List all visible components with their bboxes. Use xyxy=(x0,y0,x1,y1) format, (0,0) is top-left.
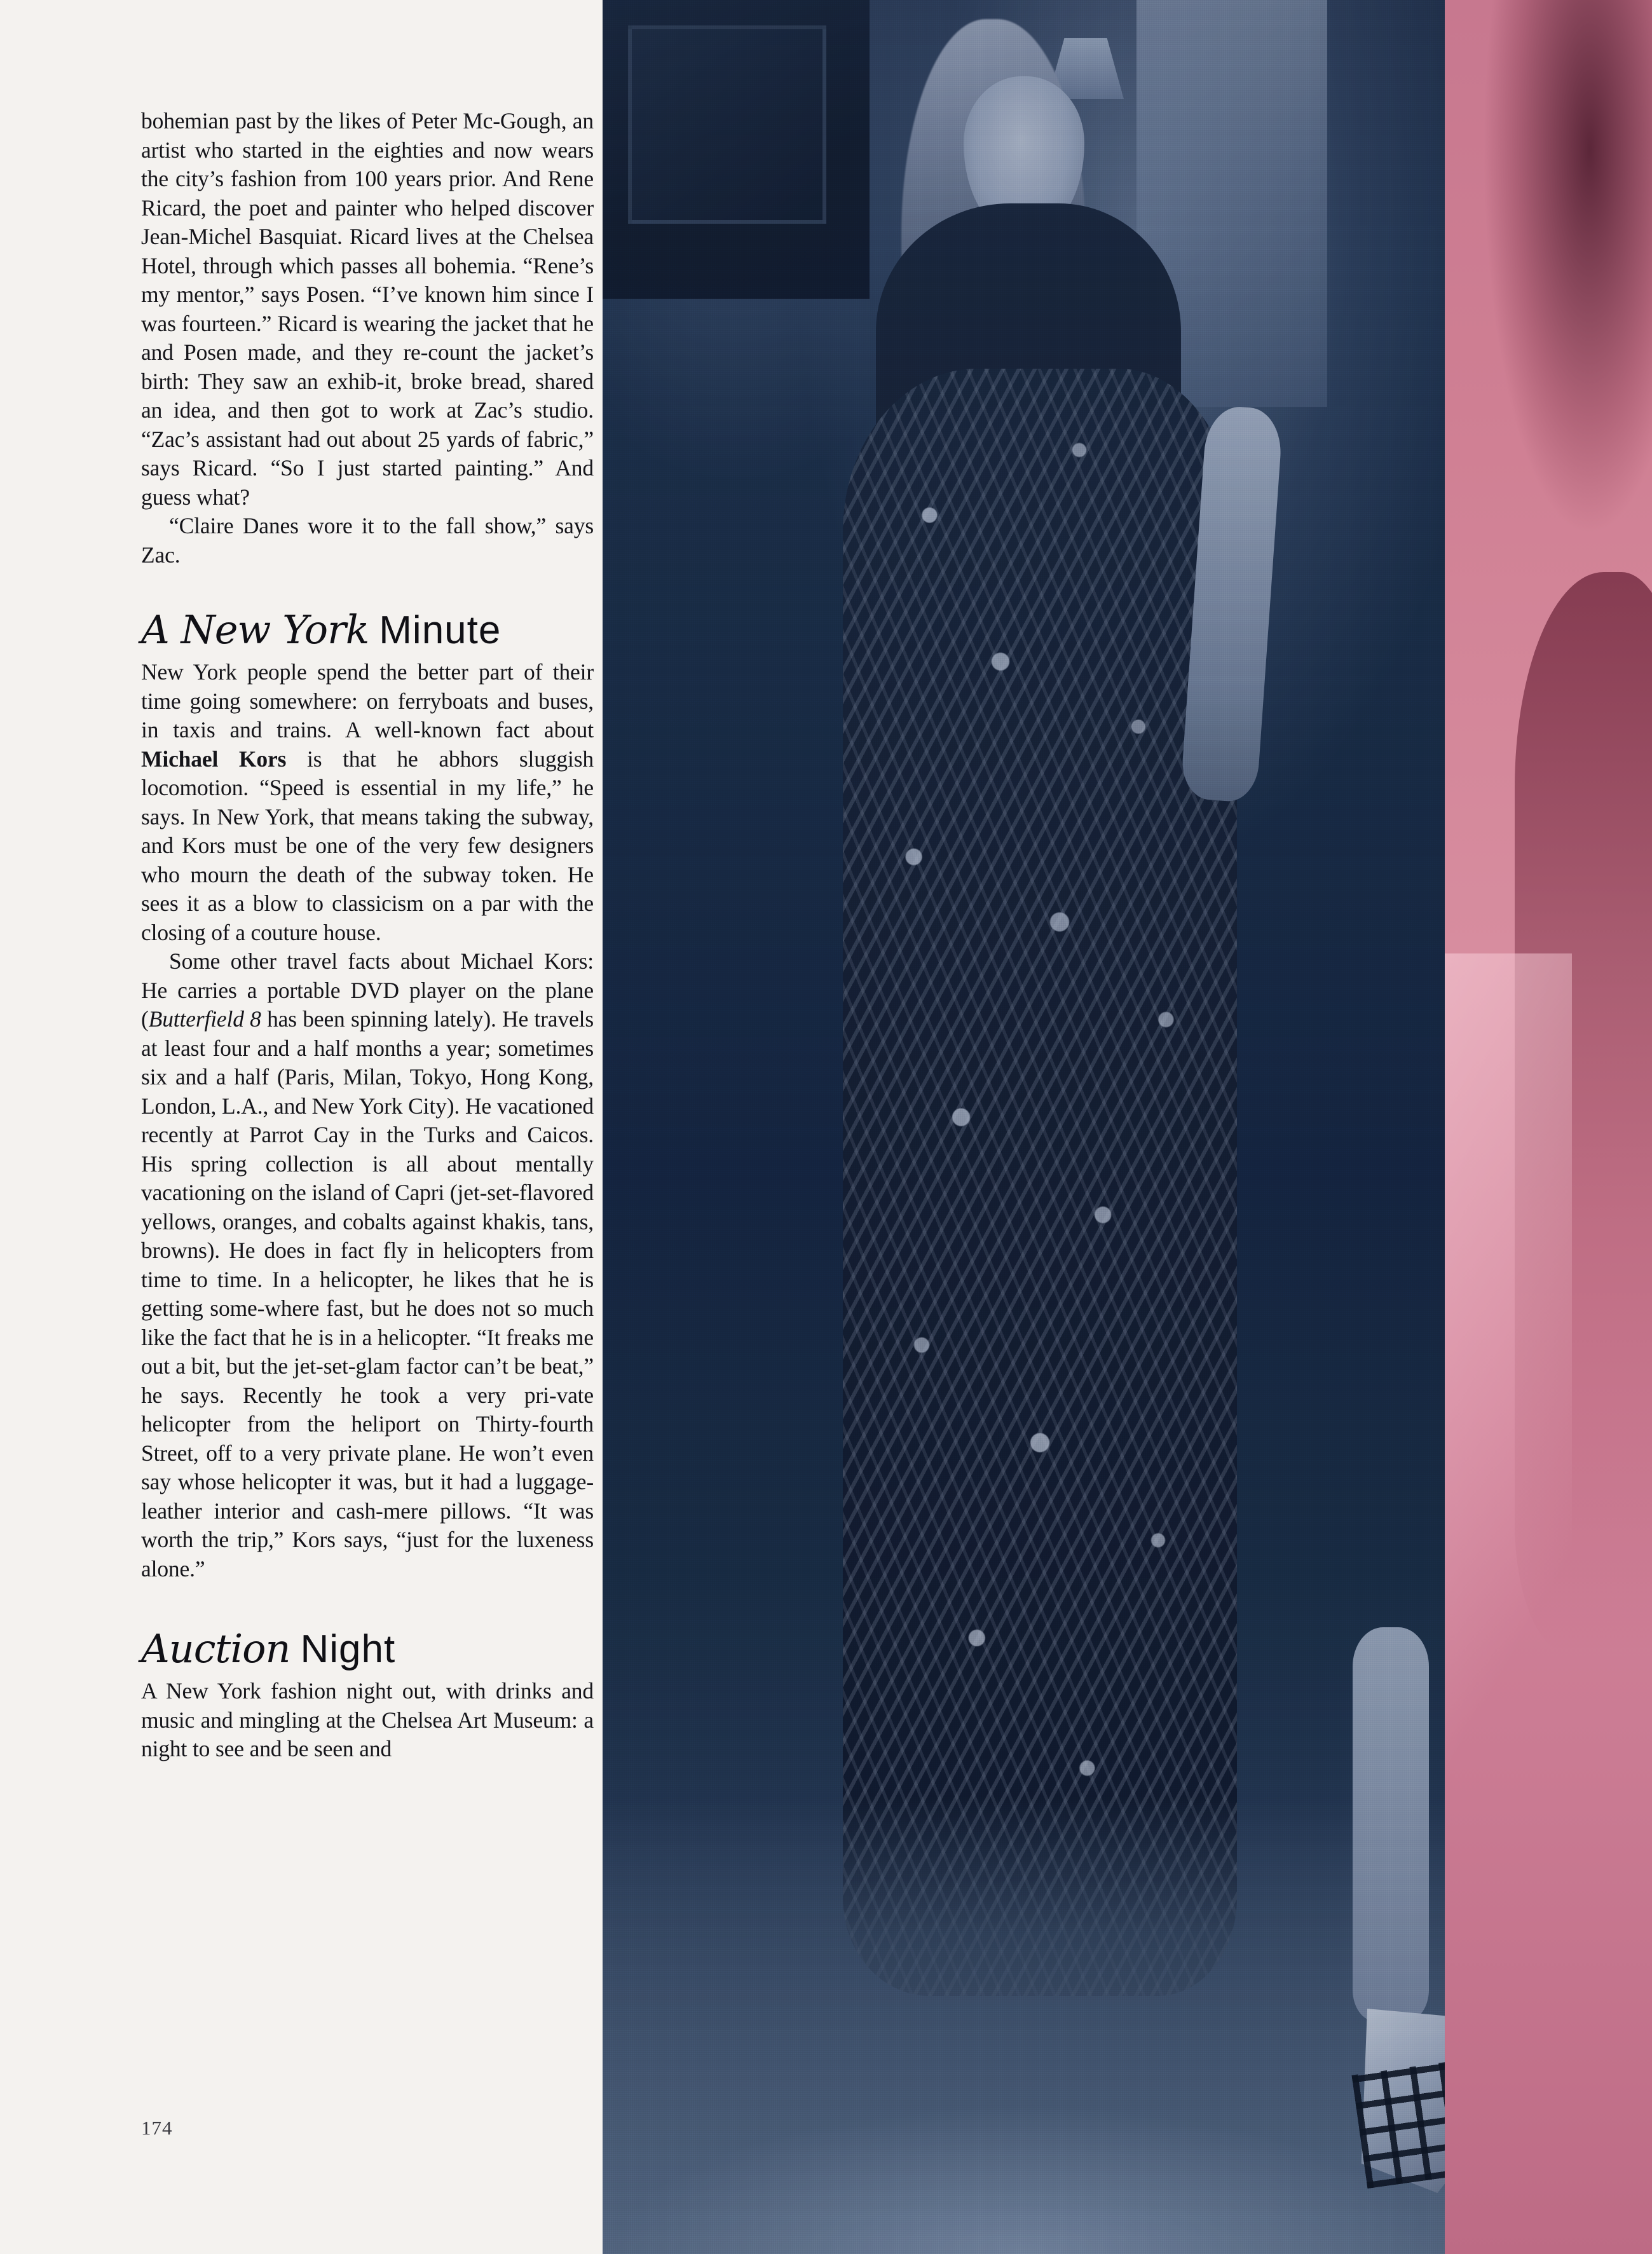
heading-fancy-part: Auction xyxy=(141,1625,290,1672)
section-a-paragraph-1 xyxy=(141,658,594,947)
article-body xyxy=(141,107,594,1764)
heading-plain-part: Night xyxy=(300,1627,396,1671)
section-b-paragraph-1 xyxy=(141,1677,594,1764)
section-heading-auction-night xyxy=(141,1625,594,1672)
text-run: is that he abhors sluggish locomotion. “Speed is essential in my life,” he says. In New York, that means taking the subway, and Kors must be one of the very few designers who mourn the death of the subway token. He sees it as a blow to classicism on a par with the closing of a couture house. xyxy=(141,746,594,945)
text-run: A New York fashion night out, with drinks and music and mingling at the Chelsea Art Museum: a night to see and be seen and xyxy=(141,1678,594,1761)
main-photograph xyxy=(603,0,1445,2254)
heading-fancy-part: A New York xyxy=(141,606,369,653)
italic-title: Butterfield 8 xyxy=(148,1006,261,1032)
heading-plain-part: Minute xyxy=(379,608,502,652)
emphasis-name: Michael Kors xyxy=(141,746,287,772)
continued-paragraph: bohemian past by the likes of Peter Mc‑Gough, an artist who started in the eighties and now wears the city’s fashion from 100 years prior. And Rene Ricard, the poet and painter who helped discover Jean-Michel Basquiat. Ricard lives at the Chelsea Hotel, through which passes all bohemia. “Rene’s my mentor,” says Posen. “I’ve known him since I was fourteen.” Ricard is wearing the jacket that he and Posen made, and they re‑count the jacket’s birth: They saw an exhib‑it, broke bread, shared an idea, and then got to work at Zac’s studio. “Zac’s assistant had out about 25 yards of fabric,” says Ricard. “So I just started painting.” And guess what? xyxy=(141,108,594,510)
photo-film-grain xyxy=(603,0,1445,2254)
section-a-paragraph-2 xyxy=(141,947,594,1583)
text-run: New York people spend the better part of their time going somewhere: on ferryboats and buses, in taxis and trains. A well-known fact about xyxy=(141,659,594,742)
page-number: 174 xyxy=(141,2117,173,2139)
text-column xyxy=(0,0,603,2254)
section-heading-a-new-york-minute xyxy=(141,606,594,653)
side-image-highlight xyxy=(1445,953,1572,1907)
side-image-strip xyxy=(1445,0,1652,2254)
quote-paragraph: “Claire Danes wore it to the fall show,” says Zac. xyxy=(141,513,594,568)
text-run: Some other travel facts about Michael Kors: He carries a portable DVD player on the plane ( xyxy=(141,948,594,1032)
text-run: has been spinning lately). He travels at least four and a half months a year; sometimes six and a half (Paris, Milan, Tokyo, Hong Kong, London, L.A., and New York City). He vacationed recently at Parrot Cay in the Turks and Caicos. His spring collection is all about mentally vacationing on the island of Capri (jet-set-flavored yellows, oranges, and cobalts against khakis, tans, browns). He does in fact fly in helicopters from time to time. In a helicopter, he likes that he is getting some‑where fast, but he does not so much like the fact that he is in a helicopter. “It freaks me out a bit, but the jet-set-glam factor can’t be beat,” he says. Recently he took a very pri‑vate helicopter from the heliport on Thirty-fourth Street, off to a very private plane. He won’t even say whose helicopter it was, but it had a luggage-leather interior and cash‑mere pillows. “It was worth the trip,” Kors says, “just for the luxeness alone.” xyxy=(141,1006,594,1581)
